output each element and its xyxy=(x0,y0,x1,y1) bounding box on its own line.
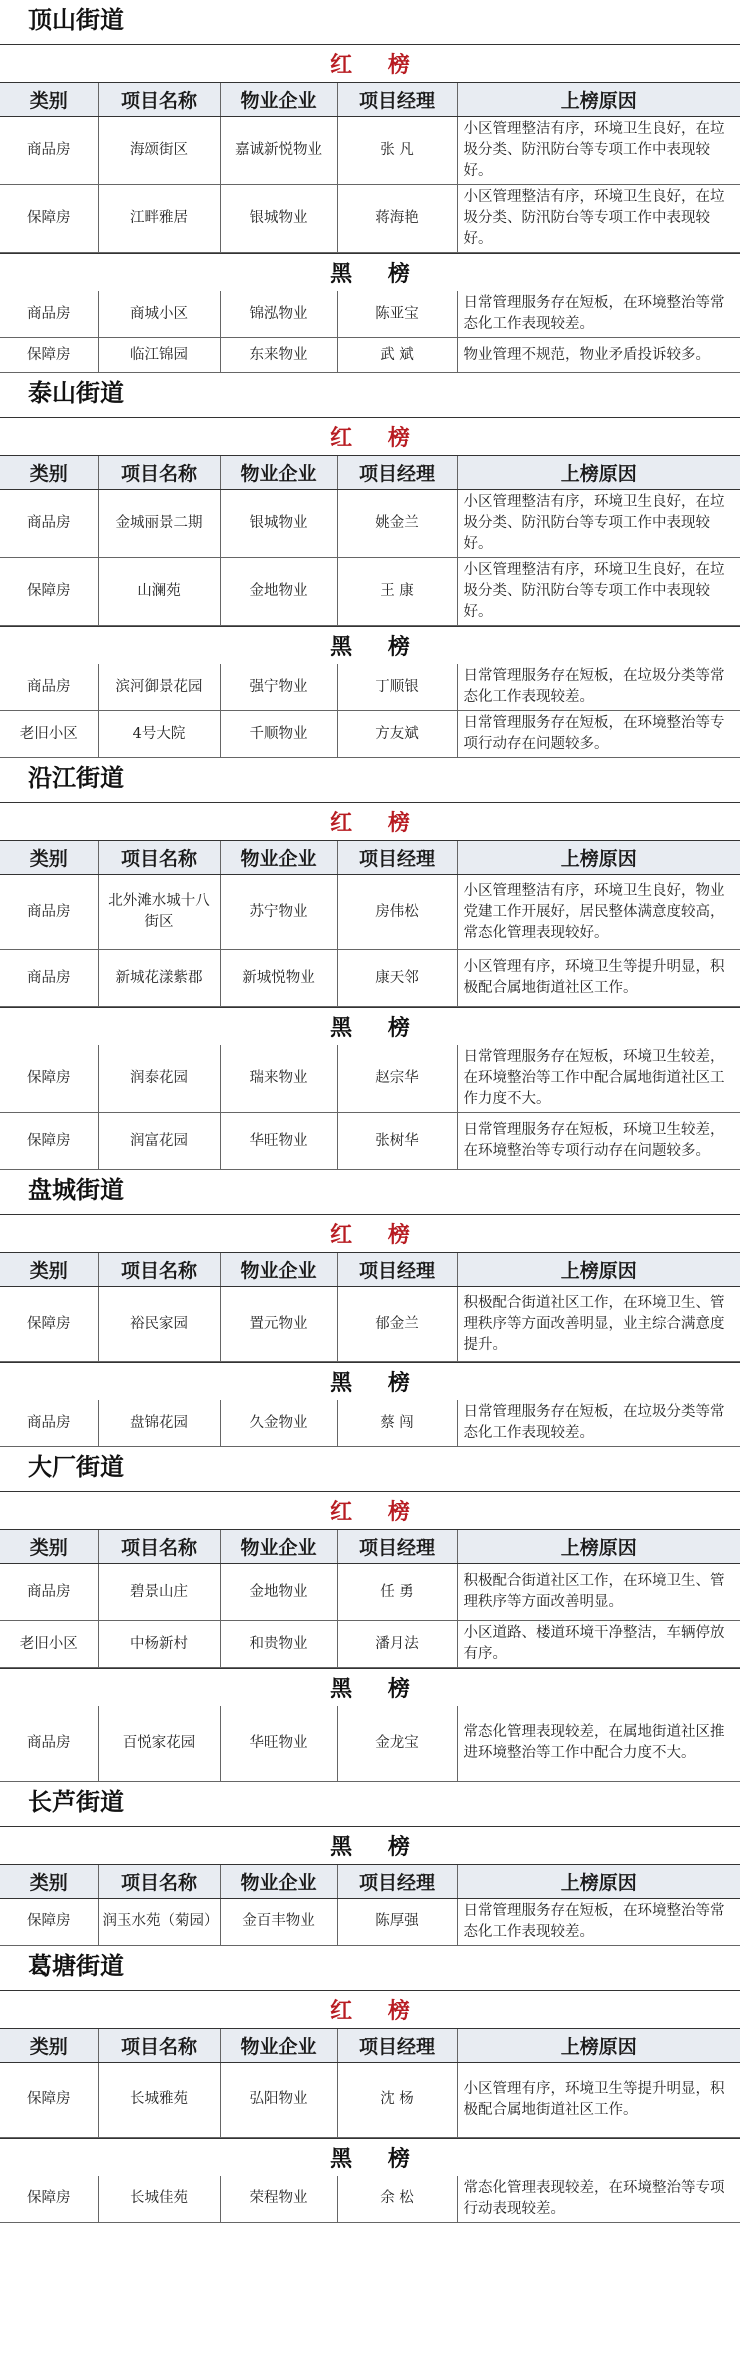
table-header-row xyxy=(0,1530,740,1564)
cell-company: 千顺物业 xyxy=(220,711,337,758)
black-list-label: 黑 榜 xyxy=(330,1370,424,1396)
cell-reason: 常态化管理表现较差，在环境整治等专项行动表现较差。 xyxy=(457,2176,740,2223)
black-list-table xyxy=(0,291,740,373)
table-header-row xyxy=(0,2028,740,2062)
black-list-banner xyxy=(0,1007,740,1045)
column-header: 项目经理 xyxy=(337,456,457,490)
cell-manager: 张 凡 xyxy=(337,117,457,185)
cell-type: 保障房 xyxy=(0,185,98,253)
column-header: 项目名称 xyxy=(98,1253,220,1287)
cell-manager: 康天邻 xyxy=(337,950,457,1007)
cell-manager: 房伟松 xyxy=(337,875,457,950)
cell-manager: 蔡 闯 xyxy=(337,1400,457,1447)
cell-type: 老旧小区 xyxy=(0,1621,98,1668)
cell-project-name: 4号大院 xyxy=(98,711,220,758)
cell-type: 保障房 xyxy=(0,2176,98,2223)
column-header: 项目名称 xyxy=(98,2028,220,2062)
column-header: 物业企业 xyxy=(220,1864,337,1898)
black-list-label: 黑 榜 xyxy=(330,1833,424,1860)
cell-company: 锦泓物业 xyxy=(220,291,337,338)
red-list-label: 红 榜 xyxy=(330,810,424,836)
column-header: 项目经理 xyxy=(337,1864,457,1898)
black-list-banner xyxy=(0,2138,740,2176)
column-header: 类别 xyxy=(0,456,98,490)
column-header: 项目经理 xyxy=(337,83,457,117)
cell-type: 保障房 xyxy=(0,1045,98,1113)
cell-project-name: 商城小区 xyxy=(98,291,220,338)
red-list-label: 红 榜 xyxy=(330,1997,424,2024)
cell-type: 商品房 xyxy=(0,117,98,185)
cell-type: 商品房 xyxy=(0,1706,98,1781)
cell-manager: 武 斌 xyxy=(337,338,457,373)
cell-manager: 姚金兰 xyxy=(337,490,457,558)
red-list-label: 红 榜 xyxy=(330,425,424,451)
table-row xyxy=(0,2176,740,2223)
column-header: 上榜原因 xyxy=(457,83,740,117)
cell-type: 保障房 xyxy=(0,2062,98,2137)
cell-type: 保障房 xyxy=(0,558,98,626)
black-list-table xyxy=(0,1045,740,1170)
black-list-banner xyxy=(0,626,740,664)
table-row xyxy=(0,664,740,711)
cell-manager: 丁顺银 xyxy=(337,664,457,711)
column-header: 类别 xyxy=(0,1530,98,1564)
column-header: 上榜原因 xyxy=(457,841,740,875)
cell-manager: 方友斌 xyxy=(337,711,457,758)
cell-reason: 日常管理服务存在短板，在环境整治等常态化工作表现较差。 xyxy=(457,291,740,338)
cell-manager: 郁金兰 xyxy=(337,1287,457,1362)
column-header: 物业企业 xyxy=(220,1253,337,1287)
column-header: 类别 xyxy=(0,1253,98,1287)
cell-type: 商品房 xyxy=(0,291,98,338)
cell-company: 东来物业 xyxy=(220,338,337,373)
cell-reason: 小区管理整洁有序，环境卫生良好，在垃圾分类、防汛防台等专项工作中表现较好。 xyxy=(457,490,740,558)
cell-type: 保障房 xyxy=(0,338,98,373)
cell-manager: 任 勇 xyxy=(337,1564,457,1621)
cell-type: 商品房 xyxy=(0,1400,98,1447)
cell-reason: 日常管理服务存在短板，在垃圾分类等常态化工作表现较差。 xyxy=(457,664,740,711)
cell-project-name: 盘锦花园 xyxy=(98,1400,220,1447)
cell-company: 金地物业 xyxy=(220,558,337,626)
cell-company: 弘阳物业 xyxy=(220,2062,337,2137)
table-row xyxy=(0,2062,740,2137)
table-header-row xyxy=(0,83,740,117)
cell-company: 嘉诚新悦物业 xyxy=(220,117,337,185)
cell-type: 商品房 xyxy=(0,1564,98,1621)
cell-manager: 赵宗华 xyxy=(337,1045,457,1113)
cell-reason: 日常管理服务存在短板，在环境整治等专项行动存在问题较多。 xyxy=(457,711,740,758)
cell-reason: 积极配合街道社区工作，在环境卫生、管理秩序等方面改善明显，业主综合满意度提升。 xyxy=(457,1287,740,1362)
black-list-banner xyxy=(0,253,740,291)
cell-company: 强宁物业 xyxy=(220,664,337,711)
black-list-label: 黑 榜 xyxy=(330,1676,424,1702)
column-header: 物业企业 xyxy=(220,456,337,490)
cell-project-name: 新城花漾紫郡 xyxy=(98,950,220,1007)
column-header: 项目名称 xyxy=(98,456,220,490)
column-header: 项目名称 xyxy=(98,841,220,875)
district-section xyxy=(0,373,740,758)
black-list-banner xyxy=(0,1668,740,1706)
table-row xyxy=(0,1564,740,1621)
cell-company: 荣程物业 xyxy=(220,2176,337,2223)
cell-company: 银城物业 xyxy=(220,185,337,253)
column-header: 上榜原因 xyxy=(457,1864,740,1898)
black-list-table xyxy=(0,1864,740,1946)
cell-reason: 日常管理服务存在短板，在垃圾分类等常态化工作表现较差。 xyxy=(457,1400,740,1447)
cell-company: 和贵物业 xyxy=(220,1621,337,1668)
cell-manager: 潘月法 xyxy=(337,1621,457,1668)
red-list-table xyxy=(0,840,740,1007)
table-row xyxy=(0,338,740,373)
table-row xyxy=(0,950,740,1007)
red-list-label: 红 榜 xyxy=(330,1222,424,1248)
cell-project-name: 山澜苑 xyxy=(98,558,220,626)
table-row xyxy=(0,875,740,950)
cell-project-name: 滨河御景花园 xyxy=(98,664,220,711)
red-list-banner xyxy=(0,1214,740,1252)
table-row xyxy=(0,1621,740,1668)
cell-project-name: 碧景山庄 xyxy=(98,1564,220,1621)
cell-project-name: 百悦家花园 xyxy=(98,1706,220,1781)
cell-project-name: 裕民家园 xyxy=(98,1287,220,1362)
cell-manager: 张树华 xyxy=(337,1113,457,1170)
column-header: 项目经理 xyxy=(337,841,457,875)
cell-type: 商品房 xyxy=(0,875,98,950)
cell-project-name: 北外滩水城十八街区 xyxy=(98,875,220,950)
table-row xyxy=(0,1898,740,1945)
table-header-row xyxy=(0,841,740,875)
district-section xyxy=(0,1946,740,2223)
table-row xyxy=(0,490,740,558)
column-header: 上榜原因 xyxy=(457,2028,740,2062)
cell-project-name: 润泰花园 xyxy=(98,1045,220,1113)
cell-company: 久金物业 xyxy=(220,1400,337,1447)
table-row xyxy=(0,185,740,253)
cell-reason: 小区管理整洁有序，环境卫生良好，物业党建工作开展好，居民整体满意度较高，常态化管理表现较好。 xyxy=(457,875,740,950)
column-header: 类别 xyxy=(0,1864,98,1898)
cell-company: 金百丰物业 xyxy=(220,1898,337,1945)
cell-company: 苏宁物业 xyxy=(220,875,337,950)
column-header: 类别 xyxy=(0,83,98,117)
red-list-banner xyxy=(0,802,740,840)
cell-reason: 积极配合街道社区工作，在环境卫生、管理秩序等方面改善明显。 xyxy=(457,1564,740,1621)
cell-project-name: 江畔雅居 xyxy=(98,185,220,253)
district-section xyxy=(0,1782,740,1946)
district-title: 顶山街道 xyxy=(28,6,124,34)
cell-type: 保障房 xyxy=(0,1287,98,1362)
cell-manager: 沈 杨 xyxy=(337,2062,457,2137)
table-row xyxy=(0,1706,740,1781)
cell-project-name: 中杨新村 xyxy=(98,1621,220,1668)
table-row xyxy=(0,117,740,185)
cell-company: 置元物业 xyxy=(220,1287,337,1362)
cell-reason: 小区管理整洁有序，环境卫生良好，在垃圾分类、防汛防台等专项工作中表现较好。 xyxy=(457,558,740,626)
column-header: 物业企业 xyxy=(220,1530,337,1564)
district-title: 泰山街道 xyxy=(28,379,124,407)
cell-manager: 王 康 xyxy=(337,558,457,626)
red-list-banner xyxy=(0,1491,740,1529)
column-header: 项目名称 xyxy=(98,1530,220,1564)
cell-type: 老旧小区 xyxy=(0,711,98,758)
red-list-table xyxy=(0,1529,740,1668)
cell-type: 保障房 xyxy=(0,1898,98,1945)
black-list-banner xyxy=(0,1362,740,1400)
red-list-table xyxy=(0,2028,740,2138)
red-list-banner xyxy=(0,1990,740,2028)
district-section xyxy=(0,758,740,1170)
cell-project-name: 润富花园 xyxy=(98,1113,220,1170)
red-list-label: 红 榜 xyxy=(330,52,424,78)
district-section xyxy=(0,0,740,373)
cell-manager: 蒋海艳 xyxy=(337,185,457,253)
cell-reason: 小区管理整洁有序，环境卫生良好，在垃圾分类、防汛防台等专项工作中表现较好。 xyxy=(457,117,740,185)
cell-project-name: 临江锦园 xyxy=(98,338,220,373)
column-header: 上榜原因 xyxy=(457,456,740,490)
district-title: 沿江街道 xyxy=(28,764,124,792)
red-list-table xyxy=(0,1252,740,1362)
cell-reason: 小区管理有序，环境卫生等提升明显，积极配合属地街道社区工作。 xyxy=(457,950,740,1007)
black-list-banner xyxy=(0,1826,740,1864)
table-row xyxy=(0,291,740,338)
table-row xyxy=(0,1045,740,1113)
district-section xyxy=(0,1170,740,1447)
red-list-label: 红 榜 xyxy=(330,1499,424,1525)
black-list-table xyxy=(0,664,740,758)
column-header: 上榜原因 xyxy=(457,1530,740,1564)
cell-company: 华旺物业 xyxy=(220,1706,337,1781)
black-list-table xyxy=(0,1400,740,1447)
cell-company: 瑞来物业 xyxy=(220,1045,337,1113)
cell-project-name: 金城丽景二期 xyxy=(98,490,220,558)
district-title: 大厂街道 xyxy=(28,1453,124,1481)
black-list-table xyxy=(0,2176,740,2223)
cell-type: 保障房 xyxy=(0,1113,98,1170)
cell-project-name: 海颂街区 xyxy=(98,117,220,185)
black-list-table xyxy=(0,1706,740,1782)
cell-manager: 金龙宝 xyxy=(337,1706,457,1781)
column-header: 项目经理 xyxy=(337,2028,457,2062)
black-list-label: 黑 榜 xyxy=(330,261,424,287)
district-title: 长芦街道 xyxy=(28,1787,124,1816)
column-header: 物业企业 xyxy=(220,841,337,875)
red-list-banner xyxy=(0,44,740,82)
table-row xyxy=(0,1400,740,1447)
column-header: 项目名称 xyxy=(98,83,220,117)
red-list-table xyxy=(0,82,740,253)
table-header-row xyxy=(0,1864,740,1898)
red-list-banner xyxy=(0,417,740,455)
cell-reason: 小区道路、楼道环境干净整洁，车辆停放有序。 xyxy=(457,1621,740,1668)
cell-type: 商品房 xyxy=(0,950,98,1007)
cell-manager: 陈厚强 xyxy=(337,1898,457,1945)
district-title: 盘城街道 xyxy=(28,1176,124,1204)
column-header: 项目名称 xyxy=(98,1864,220,1898)
cell-manager: 陈亚宝 xyxy=(337,291,457,338)
cell-type: 商品房 xyxy=(0,490,98,558)
black-list-label: 黑 榜 xyxy=(330,634,424,660)
table-row xyxy=(0,1113,740,1170)
cell-reason: 日常管理服务存在短板，环境卫生较差，在环境整治等工作中配合属地街道社区工作力度不大。 xyxy=(457,1045,740,1113)
cell-project-name: 长城雅苑 xyxy=(98,2062,220,2137)
table-header-row xyxy=(0,456,740,490)
cell-company: 华旺物业 xyxy=(220,1113,337,1170)
column-header: 类别 xyxy=(0,841,98,875)
column-header: 类别 xyxy=(0,2028,98,2062)
cell-company: 金地物业 xyxy=(220,1564,337,1621)
cell-company: 新城悦物业 xyxy=(220,950,337,1007)
district-section xyxy=(0,1447,740,1782)
column-header: 上榜原因 xyxy=(457,1253,740,1287)
cell-project-name: 长城佳苑 xyxy=(98,2176,220,2223)
cell-reason: 小区管理整洁有序，环境卫生良好，在垃圾分类、防汛防台等专项工作中表现较好。 xyxy=(457,185,740,253)
column-header: 物业企业 xyxy=(220,83,337,117)
column-header: 项目经理 xyxy=(337,1253,457,1287)
cell-reason: 日常管理服务存在短板，环境卫生较差，在环境整治等专项行动存在问题较多。 xyxy=(457,1113,740,1170)
table-row xyxy=(0,1287,740,1362)
cell-project-name: 润玉水苑（菊园） xyxy=(98,1898,220,1945)
red-list-table xyxy=(0,455,740,626)
table-row xyxy=(0,711,740,758)
cell-reason: 物业管理不规范，物业矛盾投诉较多。 xyxy=(457,338,740,373)
column-header: 物业企业 xyxy=(220,2028,337,2062)
column-header: 项目经理 xyxy=(337,1530,457,1564)
cell-reason: 小区管理有序，环境卫生等提升明显，积极配合属地街道社区工作。 xyxy=(457,2062,740,2137)
black-list-label: 黑 榜 xyxy=(330,2145,424,2172)
table-header-row xyxy=(0,1253,740,1287)
cell-manager: 余 松 xyxy=(337,2176,457,2223)
cell-reason: 常态化管理表现较差，在属地街道社区推进环境整治等工作中配合力度不大。 xyxy=(457,1706,740,1781)
table-row xyxy=(0,558,740,626)
cell-company: 银城物业 xyxy=(220,490,337,558)
cell-reason: 日常管理服务存在短板，在环境整治等常态化工作表现较差。 xyxy=(457,1898,740,1945)
black-list-label: 黑 榜 xyxy=(330,1015,424,1041)
district-title: 葛塘街道 xyxy=(28,1951,124,1980)
cell-type: 商品房 xyxy=(0,664,98,711)
